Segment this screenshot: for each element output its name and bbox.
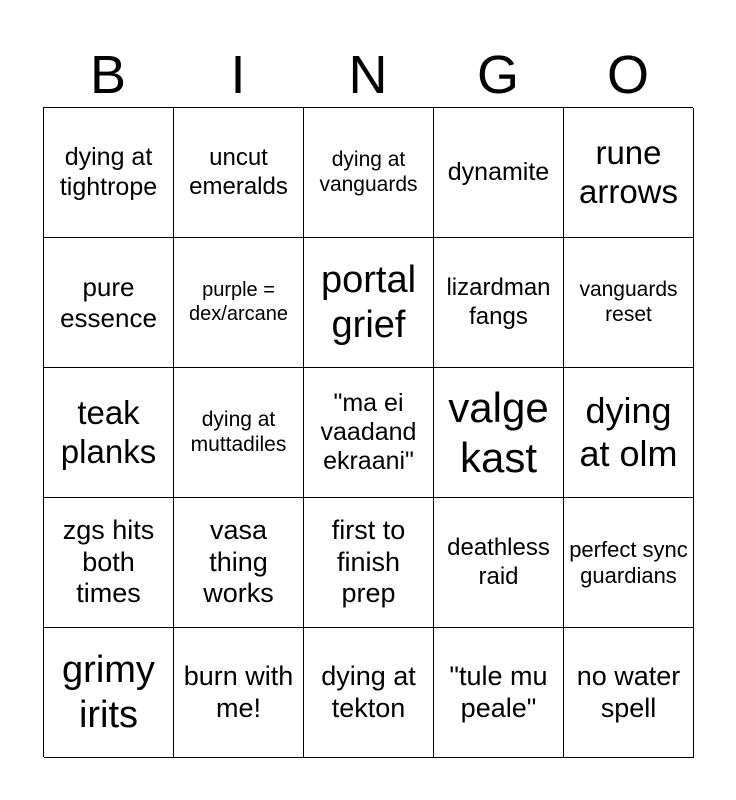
bingo-cell[interactable]: zgs hits both times bbox=[44, 498, 174, 628]
bingo-cell[interactable]: vanguards reset bbox=[564, 238, 694, 368]
bingo-cell[interactable]: dying at tightrope bbox=[44, 108, 174, 238]
header-letter-n: N bbox=[348, 45, 388, 105]
header-letter-o: O bbox=[606, 45, 649, 105]
bingo-cell[interactable]: pure essence bbox=[44, 238, 174, 368]
bingo-cell[interactable]: perfect sync guardians bbox=[564, 498, 694, 628]
header-letter-i: I bbox=[230, 45, 246, 105]
bingo-cell[interactable]: "ma ei vaadand ekraani" bbox=[304, 368, 434, 498]
bingo-cell[interactable]: teak planks bbox=[44, 368, 174, 498]
bingo-cell[interactable]: purple = dex/arcane bbox=[174, 238, 304, 368]
bingo-cell[interactable]: portal grief bbox=[304, 238, 434, 368]
bingo-cell[interactable]: valge kast bbox=[434, 368, 564, 498]
bingo-cell[interactable]: burn with me! bbox=[174, 628, 304, 758]
bingo-header bbox=[43, 44, 693, 106]
bingo-cell[interactable]: lizardman fangs bbox=[434, 238, 564, 368]
bingo-cell[interactable]: dying at olm bbox=[564, 368, 694, 498]
header-letter-b: B bbox=[89, 45, 127, 105]
bingo-cell[interactable]: "tule mu peale" bbox=[434, 628, 564, 758]
header-letter-g: G bbox=[476, 45, 519, 105]
bingo-cell[interactable]: first to finish prep bbox=[304, 498, 434, 628]
bingo-cell[interactable]: deathless raid bbox=[434, 498, 564, 628]
bingo-card bbox=[43, 107, 693, 757]
bingo-cell[interactable]: grimy irits bbox=[44, 628, 174, 758]
bingo-cell[interactable]: dying at muttadiles bbox=[174, 368, 304, 498]
bingo-cell[interactable]: no water spell bbox=[564, 628, 694, 758]
bingo-cell[interactable]: dying at vanguards bbox=[304, 108, 434, 238]
bingo-cell[interactable]: uncut emeralds bbox=[174, 108, 304, 238]
bingo-cell[interactable]: rune arrows bbox=[564, 108, 694, 238]
bingo-cell[interactable]: dynamite bbox=[434, 108, 564, 238]
bingo-cell[interactable]: dying at tekton bbox=[304, 628, 434, 758]
bingo-cell[interactable]: vasa thing works bbox=[174, 498, 304, 628]
